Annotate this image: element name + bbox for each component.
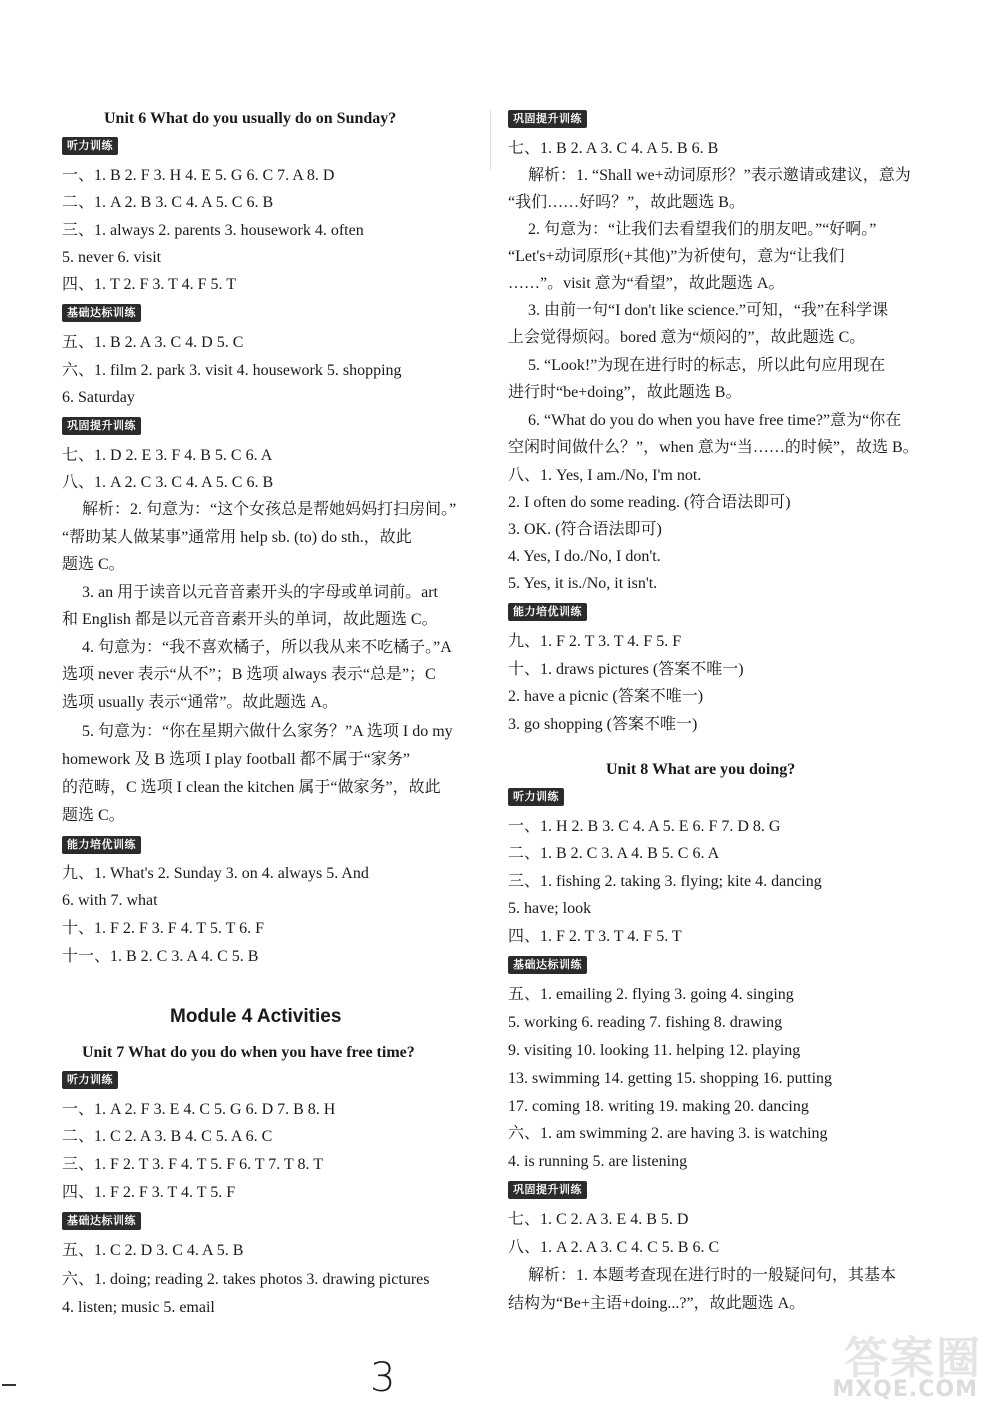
- answer-line: 2. have a picnic (答案不唯一): [508, 688, 704, 705]
- answer-line: 四、1. F 2. T 3. T 4. F 5. T: [508, 928, 682, 945]
- explanation-line: 题选 C。: [62, 807, 125, 824]
- explanation-line: 的范畴，C 选项 I clean the kitchen 属于“做家务”，故此: [62, 779, 441, 796]
- explanation-line: 选项 never 表示“从不”；B 选项 always 表示“总是”；C: [62, 666, 436, 683]
- unit8-title: Unit 8 What are you doing?: [606, 761, 796, 778]
- section-tag: 能力培优训练: [508, 603, 587, 621]
- answer-line: 八、1. A 2. C 3. C 4. A 5. C 6. B: [62, 474, 274, 491]
- answer-line: 二、1. B 2. C 3. A 4. B 5. C 6. A: [508, 845, 720, 862]
- explanation-line: 解析：2. 句意为：“这个女孩总是帮她妈妈打扫房间。”: [82, 501, 457, 518]
- answer-line: 八、1. A 2. A 3. C 4. C 5. B 6. C: [508, 1239, 720, 1256]
- answer-line: 九、1. F 2. T 3. T 4. F 5. F: [508, 633, 682, 650]
- explanation-line: 3. an 用于读音以元音音素开头的字母或单词前。art: [82, 584, 438, 601]
- section-tag: 听力训练: [508, 788, 564, 806]
- module-title: Module 4 Activities: [170, 1006, 342, 1027]
- answer-line: 6. Saturday: [62, 389, 135, 406]
- answer-line: 13. swimming 14. getting 15. shopping 16. putting: [508, 1070, 833, 1087]
- answer-line: 七、1. B 2. A 3. C 4. A 5. B 6. B: [508, 140, 719, 157]
- section-tag: 巩固提升训练: [508, 1181, 587, 1199]
- section-tag: 巩固提升训练: [62, 417, 141, 435]
- explanation-line: 2. 句意为：“让我们去看望我们的朋友吧。”“好啊。”: [528, 221, 877, 238]
- margin-mark: [2, 1384, 16, 1386]
- watermark-url: MXQE.COM: [832, 1377, 978, 1402]
- explanation-line: 4. 句意为：“我不喜欢橘子，所以我从来不吃橘子。”A: [82, 639, 452, 656]
- answer-line: 八、1. Yes, I am./No, I'm not.: [508, 467, 702, 484]
- explanation-line: 3. 由前一句“I don't like science.”可知，“我”在科学课: [528, 302, 889, 319]
- explanation-line: 结构为“Be+主语+doing...?”，故此题选 A。: [508, 1295, 806, 1312]
- column-divider: [490, 110, 491, 170]
- answer-line: 9. visiting 10. looking 11. helping 12. playing: [508, 1042, 801, 1059]
- answer-line: 3. go shopping (答案不唯一): [508, 716, 698, 733]
- explanation-line: 空闲时间做什么？”，when 意为“当……的时候”，故选 B。: [508, 439, 919, 456]
- answer-line: 一、1. H 2. B 3. C 4. A 5. E 6. F 7. D 8. G: [508, 818, 781, 835]
- answer-line: 十、1. F 2. F 3. F 4. T 5. T 6. F: [62, 920, 264, 937]
- explanation-line: 选项 usually 表示“通常”。故此题选 A。: [62, 694, 338, 711]
- answer-line: 五、1. C 2. D 3. C 4. A 5. B: [62, 1242, 244, 1259]
- watermark-logo: 答案圈: [844, 1333, 982, 1384]
- answer-line: 三、1. F 2. T 3. F 4. T 5. F 6. T 7. T 8. T: [62, 1156, 323, 1173]
- answer-line: 六、1. doing; reading 2. takes photos 3. drawing pictures: [62, 1271, 430, 1288]
- section-tag: 基础达标训练: [62, 1212, 141, 1230]
- explanation-line: 解析：1. 本题考查现在进行时的一般疑问句，其基本: [528, 1267, 897, 1284]
- answer-line: 十一、1. B 2. C 3. A 4. C 5. B: [62, 948, 259, 965]
- explanation-line: 5. “Look!”为现在进行时的标志，所以此句应用现在: [528, 357, 886, 374]
- unit6-title: Unit 6 What do you usually do on Sunday?: [104, 110, 397, 127]
- answer-line: 七、1. D 2. E 3. F 4. B 5. C 6. A: [62, 447, 273, 464]
- explanation-line: “帮助某人做某事”通常用 help sb. (to) do sth.，故此: [62, 529, 412, 546]
- answer-line: 三、1. fishing 2. taking 3. flying; kite 4. dancing: [508, 873, 822, 890]
- section-tag: 听力训练: [62, 137, 118, 155]
- explanation-line: 6. “What do you do when you have free time?”意为“你在: [528, 412, 902, 429]
- answer-line: 九、1. What's 2. Sunday 3. on 4. always 5. And: [62, 865, 369, 882]
- section-tag: 基础达标训练: [62, 304, 141, 322]
- explanation-line: “Let's+动词原形(+其他)”为祈使句，意为“让我们: [508, 248, 845, 265]
- answer-line: 5. never 6. visit: [62, 249, 162, 266]
- page-number: 3: [370, 1355, 396, 1401]
- explanation-line: 和 English 都是以元音音素开头的单词，故此题选 C。: [62, 611, 438, 628]
- answer-line: 一、1. A 2. F 3. E 4. C 5. G 6. D 7. B 8. H: [62, 1101, 336, 1118]
- answer-line: 四、1. F 2. F 3. T 4. T 5. F: [62, 1184, 236, 1201]
- explanation-line: “我们……好吗？”，故此题选 B。: [508, 194, 745, 211]
- section-tag: 能力培优训练: [62, 836, 141, 854]
- answer-line: 二、1. C 2. A 3. B 4. C 5. A 6. C: [62, 1128, 273, 1145]
- answer-line: 4. listen; music 5. email: [62, 1299, 215, 1316]
- explanation-line: 解析：1. “Shall we+动词原形？”表示邀请或建议，意为: [528, 167, 911, 184]
- answer-line: 5. have; look: [508, 900, 592, 917]
- answer-line: 十、1. draws pictures (答案不唯一): [508, 661, 744, 678]
- answer-line: 七、1. C 2. A 3. E 4. B 5. D: [508, 1211, 689, 1228]
- answer-line: 5. working 6. reading 7. fishing 8. drawing: [508, 1014, 783, 1031]
- answer-line: 一、1. B 2. F 3. H 4. E 5. G 6. C 7. A 8. D: [62, 167, 335, 184]
- answer-line: 17. coming 18. writing 19. making 20. dancing: [508, 1098, 809, 1115]
- answer-line: 4. is running 5. are listening: [508, 1153, 688, 1170]
- explanation-line: 题选 C。: [62, 556, 125, 573]
- answer-line: 五、1. B 2. A 3. C 4. D 5. C: [62, 334, 244, 351]
- answer-line: 6. with 7. what: [62, 892, 158, 909]
- answer-line: 2. I often do some reading. (符合语法即可): [508, 494, 791, 511]
- answer-line: 五、1. emailing 2. flying 3. going 4. singing: [508, 986, 794, 1003]
- section-tag: 巩固提升训练: [508, 110, 587, 128]
- explanation-line: 上会觉得烦闷。bored 意为“烦闷的”，故此题选 C。: [508, 329, 866, 346]
- explanation-line: 5. 句意为：“你在星期六做什么家务？”A 选项 I do my: [82, 723, 453, 740]
- answer-line: 六、1. am swimming 2. are having 3. is watching: [508, 1125, 828, 1142]
- answer-line: 4. Yes, I do./No, I don't.: [508, 548, 661, 565]
- answer-line: 5. Yes, it is./No, it isn't.: [508, 575, 658, 592]
- answer-line: 3. OK. (符合语法即可): [508, 521, 662, 538]
- explanation-line: 进行时“be+doing”，故此题选 B。: [508, 384, 742, 401]
- explanation-line: homework 及 B 选项 I play football 都不属于“家务”: [62, 751, 410, 768]
- unit7-title: Unit 7 What do you do when you have free time?: [82, 1044, 415, 1061]
- section-tag: 基础达标训练: [508, 956, 587, 974]
- answer-line: 四、1. T 2. F 3. T 4. F 5. T: [62, 276, 236, 293]
- answer-line: 三、1. always 2. parents 3. housework 4. often: [62, 222, 364, 239]
- watermark: [792, 1322, 982, 1402]
- answer-line: 二、1. A 2. B 3. C 4. A 5. C 6. B: [62, 194, 274, 211]
- explanation-line: ……”。visit 意为“看望”，故此题选 A。: [508, 275, 785, 292]
- answer-line: 六、1. film 2. park 3. visit 4. housework 5. shopping: [62, 362, 402, 379]
- section-tag: 听力训练: [62, 1071, 118, 1089]
